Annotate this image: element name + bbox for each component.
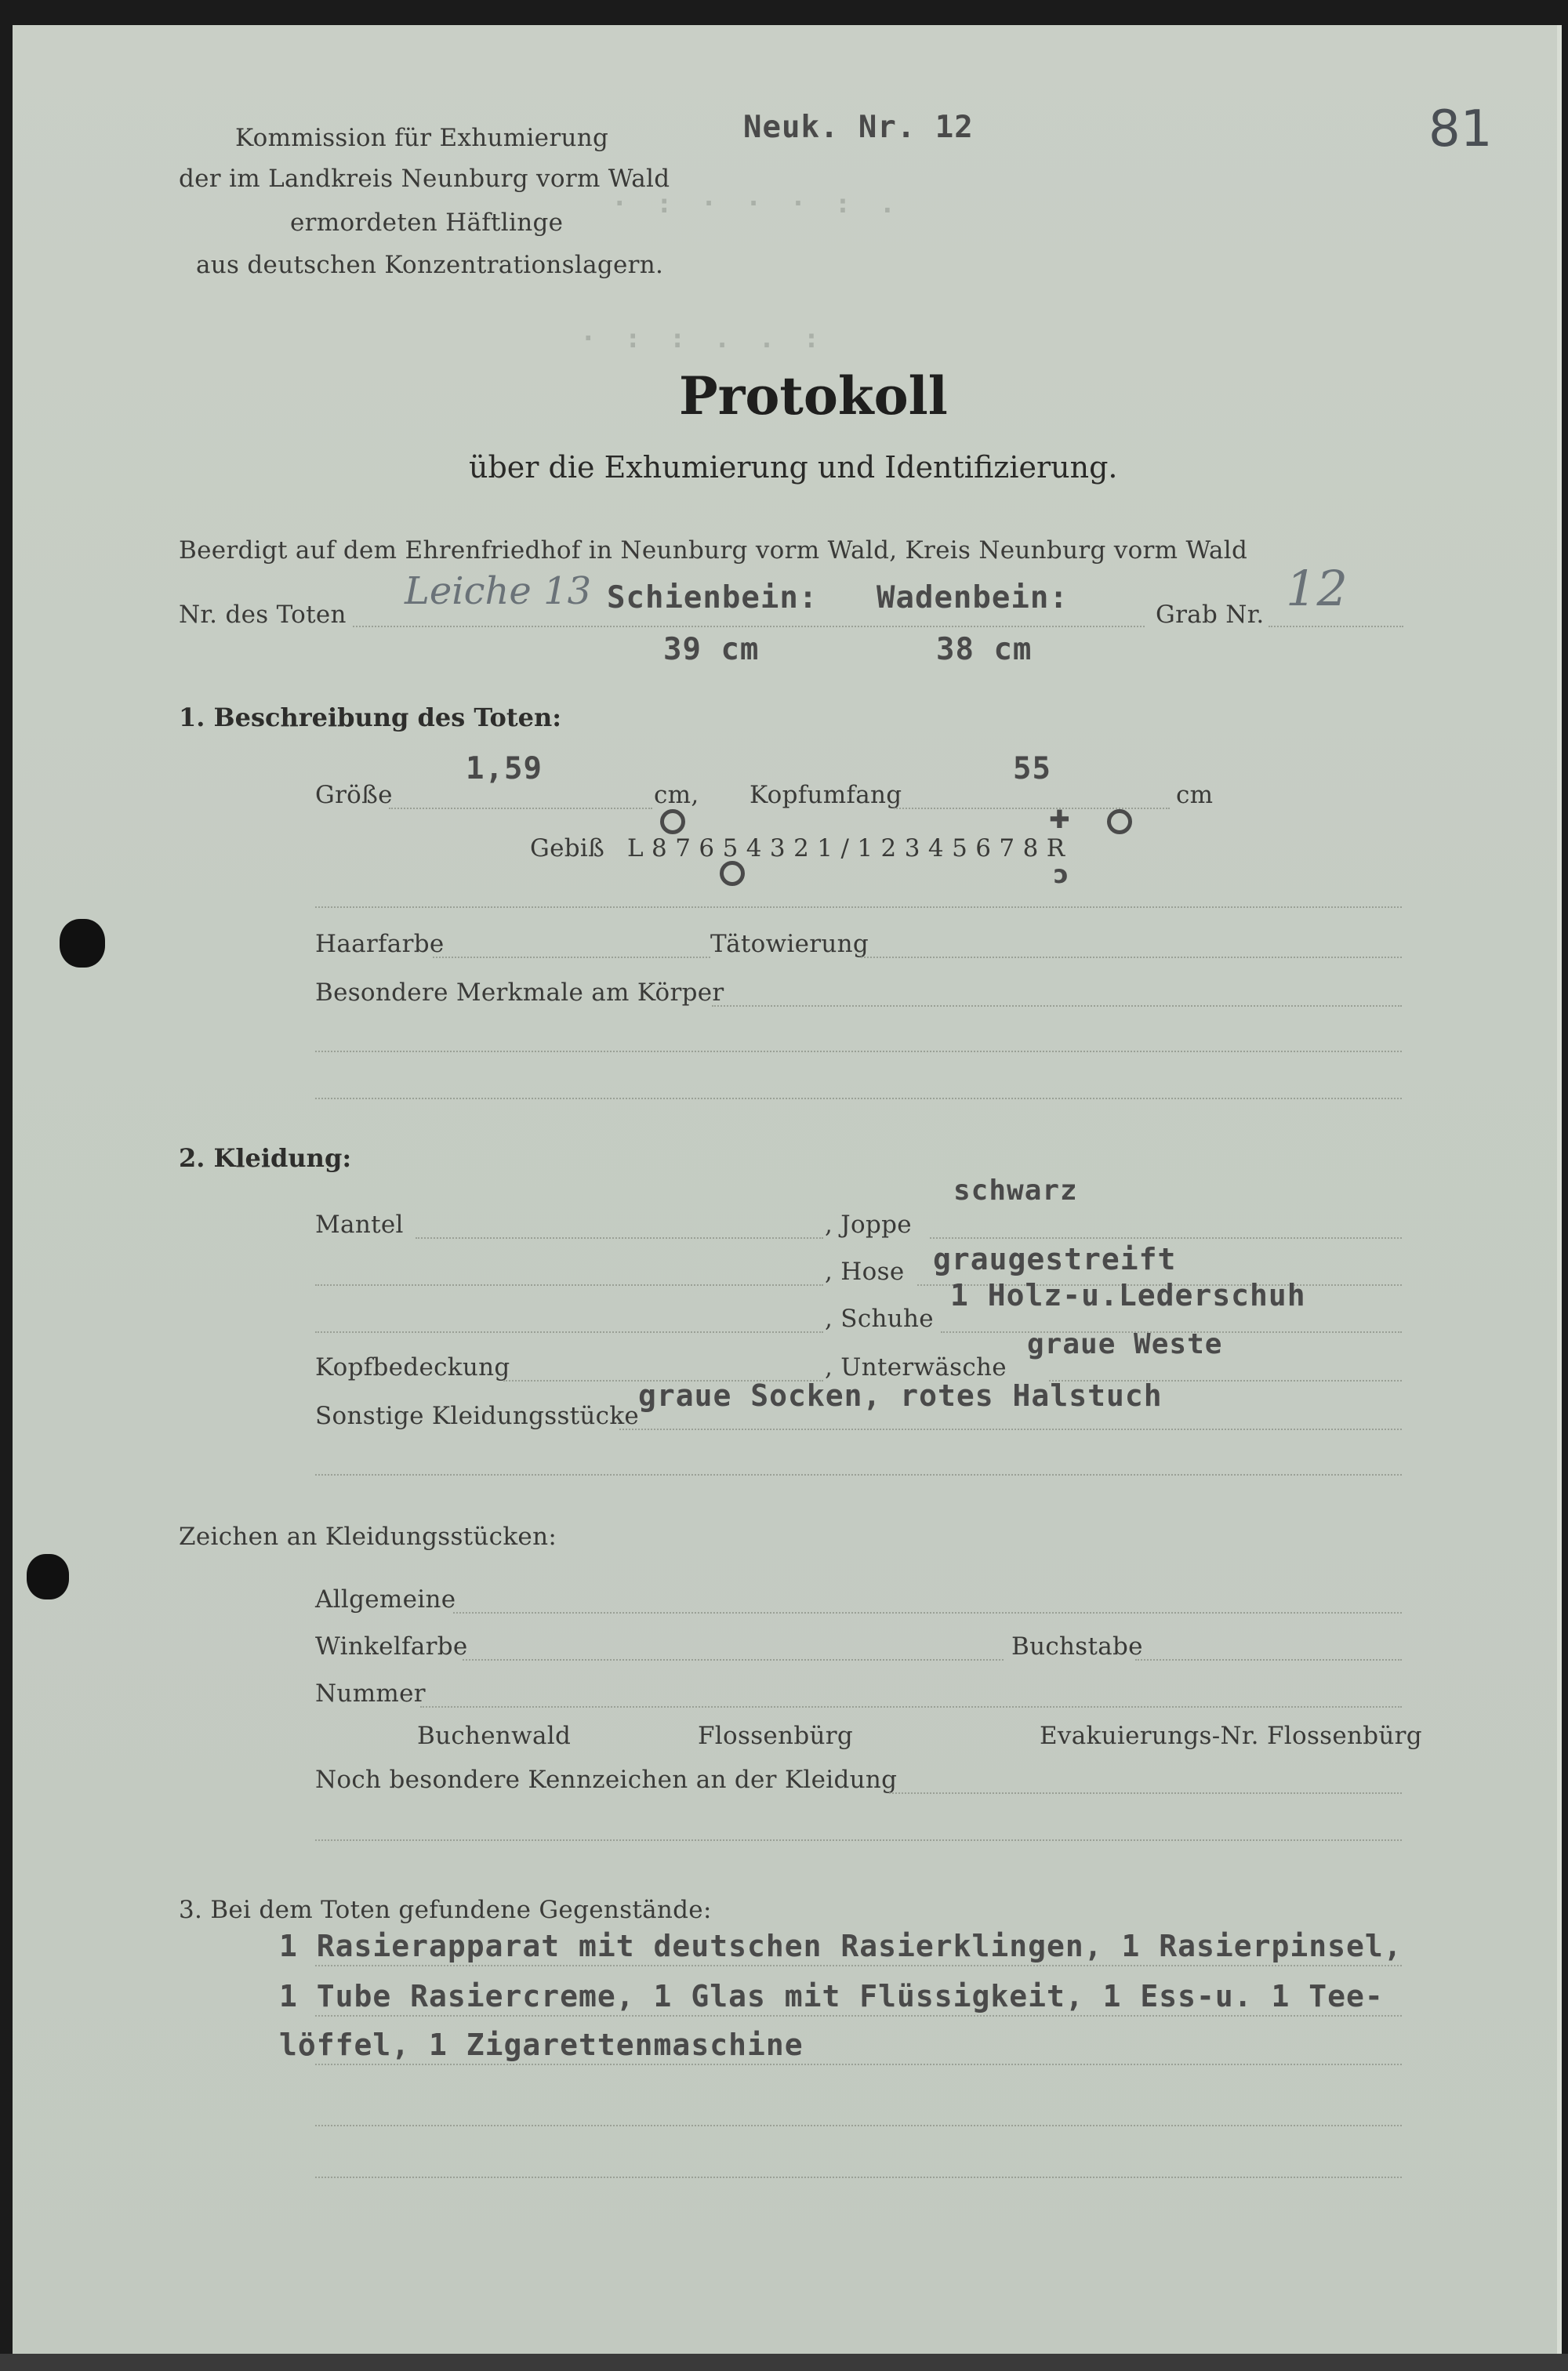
items-line-rule-2 — [315, 2015, 1402, 2017]
tooth-mark-upper-left-6 — [660, 809, 685, 834]
special-marks-label: Noch besondere Kennzeichen an der Kleidung — [315, 1766, 898, 1794]
coat-label: Mantel — [315, 1211, 404, 1239]
letter-label: Buchstabe — [1011, 1632, 1143, 1661]
number-line — [420, 1706, 1402, 1708]
tooth-mark-lower-right-6: ɔ — [1054, 859, 1069, 889]
hair-label: Haarfarbe — [315, 930, 445, 958]
underwear-label: , Unterwäsche — [825, 1353, 1007, 1382]
cm-label-2: cm — [1176, 781, 1214, 809]
general-line — [453, 1612, 1402, 1614]
camp-col-buchenwald: Buchenwald — [417, 1722, 572, 1750]
calf-value: 38 cm — [936, 632, 1033, 667]
scan-border — [0, 2354, 1568, 2371]
commission-line-4: aus deutschen Konzentrationslagern. — [196, 251, 664, 279]
jacket-label: , Joppe — [825, 1211, 912, 1239]
teeth-label: Gebiß — [530, 834, 605, 862]
body-marks-label: Besondere Merkmale am Körper — [315, 979, 724, 1007]
dead-no-label: Nr. des Toten — [179, 601, 347, 629]
trousers-label: , Hose — [825, 1258, 905, 1286]
tooth-mark-lower-left-6 — [720, 861, 745, 886]
items-line-3: löffel, 1 Zigarettenmaschine — [279, 2028, 804, 2062]
special-marks-line-2 — [315, 1839, 1402, 1841]
coat-line — [416, 1237, 823, 1239]
height-label: Größe — [315, 781, 393, 809]
case-number: Neuk. Nr. 12 — [743, 110, 974, 145]
items-line-rule-5 — [315, 2177, 1402, 2178]
tattoo-line — [861, 957, 1402, 958]
items-line-rule-4 — [315, 2125, 1402, 2126]
commission-line-1: Kommission für Exhumierung — [235, 124, 609, 152]
letter-line — [1135, 1659, 1402, 1661]
shoes-value: 1 Holz-u.Lederschuh — [950, 1278, 1306, 1313]
punch-hole-top — [60, 919, 105, 968]
section2-heading: 2. Kleidung: — [179, 1143, 352, 1173]
general-label: Allgemeine — [315, 1585, 456, 1614]
body-marks-line-3 — [315, 1098, 1402, 1099]
grave-value: 12 — [1286, 560, 1348, 617]
camp-col-evacuation: Evakuierungs-Nr. Flossenbürg — [1040, 1722, 1422, 1750]
burial-text: Beerdigt auf dem Ehrenfriedhof in Neunburg vorm Wald, Kreis Neunburg vorm Wald — [179, 536, 1248, 565]
section1-heading: 1. Beschreibung des Toten: — [179, 703, 562, 732]
commission-line-2: der im Landkreis Neunburg vorm Wald — [179, 165, 670, 193]
teeth-row: L 8 7 6 5 4 3 2 1 / 1 2 3 4 5 6 7 8 R — [627, 834, 1065, 862]
tattoo-label: Tätowierung — [710, 930, 869, 958]
height-value: 1,59 — [466, 751, 543, 786]
cm-label-1: cm, — [654, 781, 699, 809]
hair-line — [433, 957, 710, 958]
other-clothing-line-2 — [315, 1474, 1402, 1476]
dead-no-line — [353, 626, 1145, 627]
height-line — [389, 808, 652, 809]
head-circumference-value: 55 — [1013, 751, 1051, 786]
angle-color-label: Winkelfarbe — [315, 1632, 468, 1661]
section3-heading: 3. Bei dem Toten gefundene Gegenstände: — [179, 1896, 712, 1924]
special-marks-line — [889, 1792, 1402, 1794]
camp-col-flossenbuerg: Flossenbürg — [698, 1722, 853, 1750]
tooth-mark-upper-right-6: ✚ — [1049, 804, 1070, 834]
calf-label: Wadenbein: — [877, 580, 1069, 615]
items-line-2: 1 Tube Rasiercreme, 1 Glas mit Flüssigkeit, 1 Ess-u. 1 Tee- — [279, 1979, 1384, 2013]
head-circumference-label: Kopfumfang — [750, 781, 902, 809]
trousers-left-line — [315, 1284, 823, 1286]
items-line-rule-1 — [315, 1965, 1402, 1966]
underwear-value: graue Weste — [1027, 1328, 1223, 1360]
trousers-value: graugestreift — [933, 1242, 1177, 1276]
page-title: Protokoll — [679, 365, 948, 427]
other-clothing-label: Sonstige Kleidungsstücke — [315, 1402, 640, 1430]
angle-color-line — [463, 1659, 1004, 1661]
body-marks-line — [712, 1005, 1402, 1007]
teeth-line — [315, 906, 1402, 908]
commission-line-3: ermordeten Häftlinge — [290, 209, 564, 237]
page-number: 81 — [1428, 100, 1493, 158]
punch-hole-bottom — [27, 1554, 69, 1599]
headwear-label: Kopfbedeckung — [315, 1353, 510, 1382]
jacket-value: schwarz — [953, 1175, 1078, 1207]
body-marks-line-2 — [315, 1051, 1402, 1052]
bleed-through-text: · : · · · : . — [612, 188, 902, 220]
shoes-left-line — [315, 1331, 823, 1333]
head-line — [894, 808, 1170, 809]
grave-line — [1269, 626, 1403, 627]
other-clothing-line — [619, 1429, 1402, 1430]
other-clothing-value: graue Socken, rotes Halstuch — [638, 1378, 1163, 1413]
number-label: Nummer — [315, 1679, 426, 1708]
shin-label: Schienbein: — [607, 580, 818, 615]
bleed-through-text-2: · : : . . : — [580, 323, 826, 354]
page-subtitle: über die Exhumierung und Identifizierung. — [469, 450, 1118, 485]
grave-label: Grab Nr. — [1156, 601, 1265, 629]
jacket-line — [930, 1237, 1402, 1239]
shoes-label: , Schuhe — [825, 1305, 934, 1333]
clothing-marks-heading: Zeichen an Kleidungsstücken: — [179, 1523, 557, 1551]
dead-no-value: Leiche 13 — [405, 569, 592, 613]
items-line-1: 1 Rasierapparat mit deutschen Rasierklingen, 1 Rasierpinsel, — [279, 1929, 1403, 1963]
shin-value: 39 cm — [663, 632, 760, 667]
tooth-mark-upper-right-7 — [1107, 809, 1132, 834]
items-line-rule-3 — [315, 2064, 1402, 2065]
